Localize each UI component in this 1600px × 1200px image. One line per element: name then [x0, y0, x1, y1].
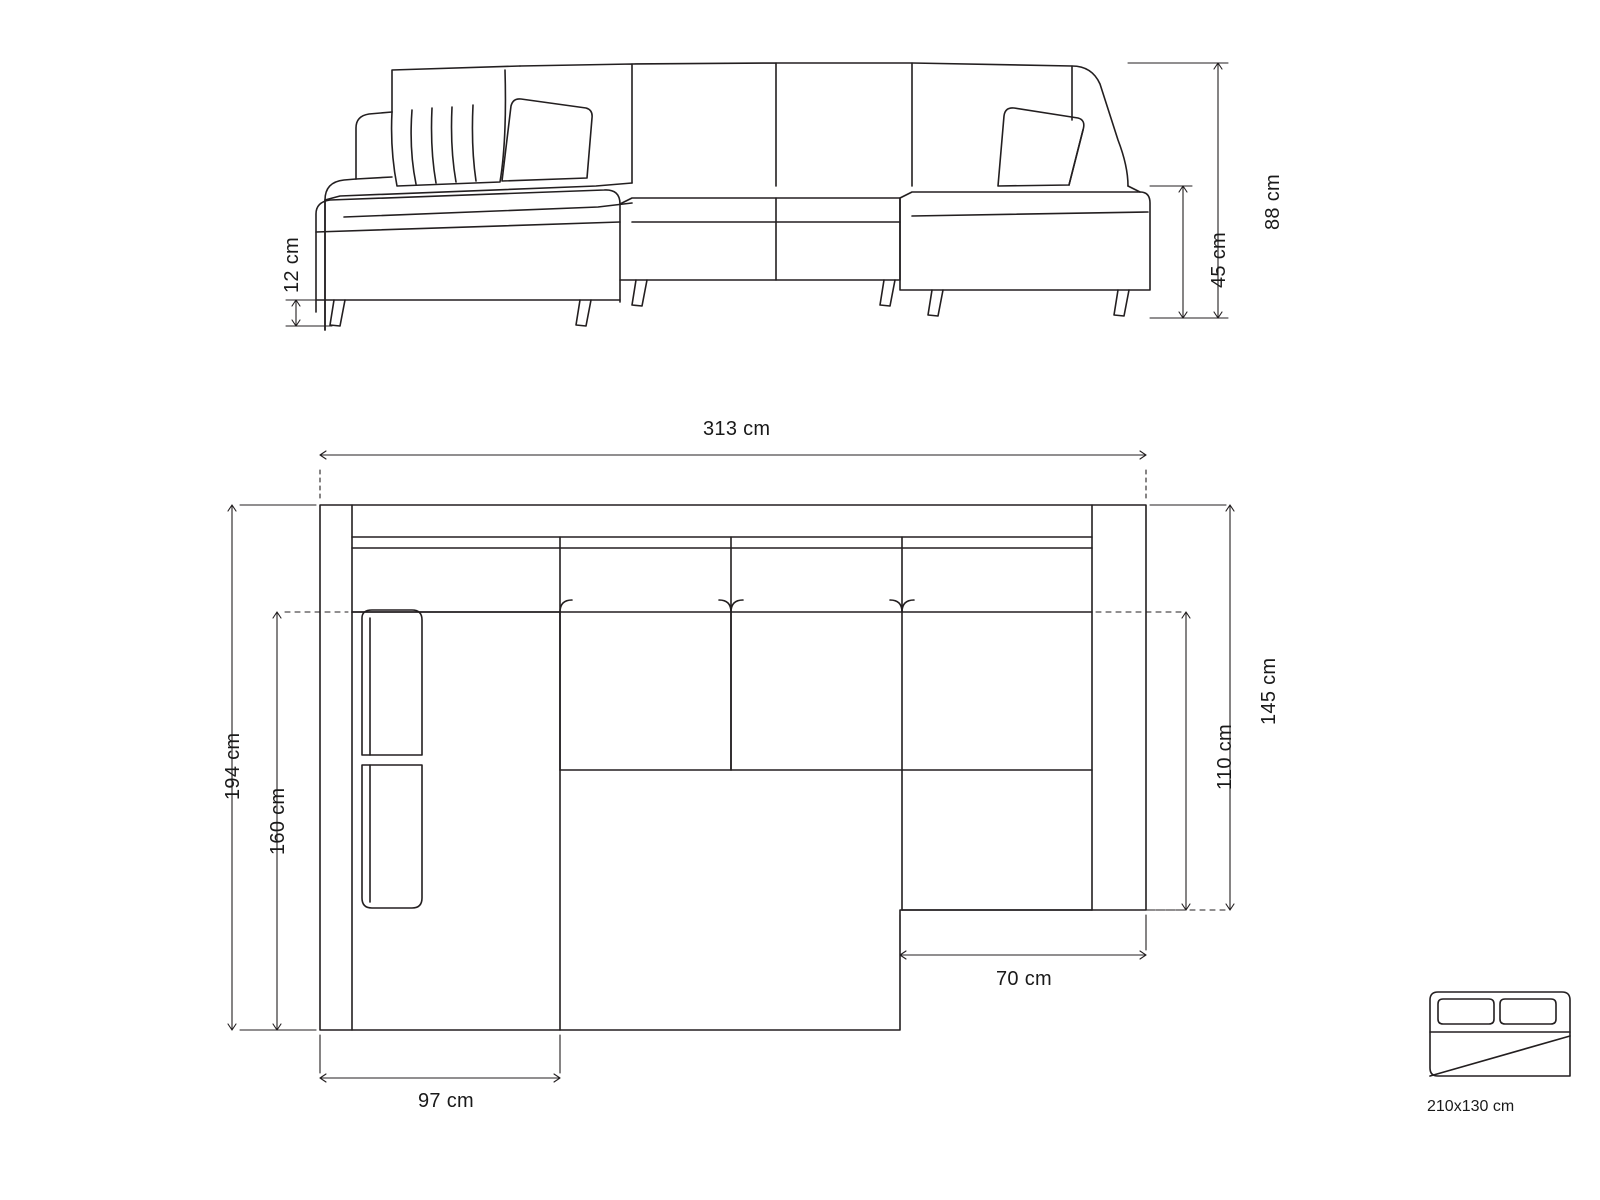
dim-width-right-seat: 70 cm: [996, 968, 1052, 990]
bed-icon: [1430, 992, 1570, 1076]
dim-depth-total: 194 cm: [222, 732, 244, 800]
dim-height-total: 88 cm: [1262, 174, 1284, 230]
dim-height-seat-back: 45 cm: [1208, 232, 1230, 288]
sleeping-area-label: 210x130 cm: [1427, 1098, 1515, 1115]
dim-depth-chaise: 160 cm: [267, 787, 289, 855]
dim-depth-right-module: 145 cm: [1258, 657, 1280, 725]
dim-height-leg: 12 cm: [281, 237, 303, 293]
top-plan-sofa: [320, 505, 1146, 1030]
front-dimension-lines: [286, 63, 1228, 326]
front-elevation-sofa: [316, 63, 1150, 330]
dim-depth-right-seat: 110 cm: [1214, 724, 1236, 790]
dim-width-total: 313 cm: [703, 418, 771, 440]
dim-width-chaise: 97 cm: [418, 1090, 474, 1112]
